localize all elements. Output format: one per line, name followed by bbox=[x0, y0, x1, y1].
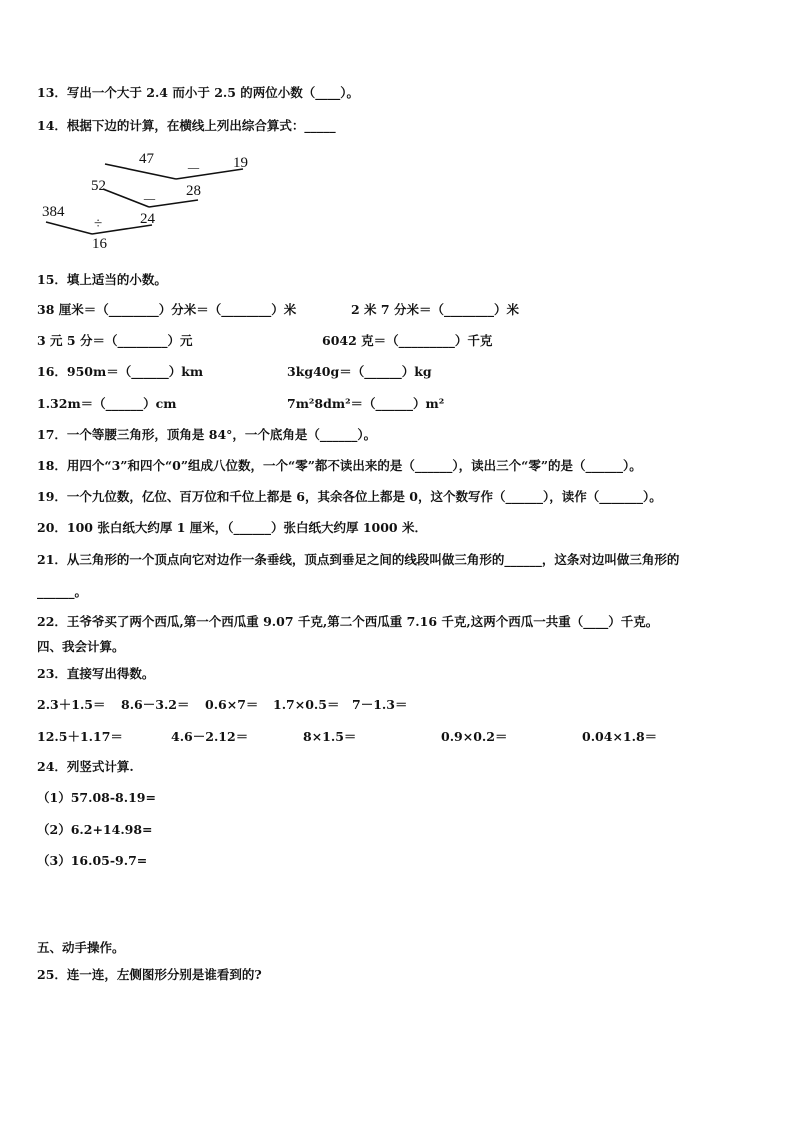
question-16-d: 7m²8dm²＝（______）m² bbox=[287, 396, 445, 411]
diagram-operator: ÷ bbox=[94, 216, 103, 232]
question-15-row1-left: 38 厘米＝（________）分米＝（________）米 bbox=[37, 302, 297, 317]
question-21-line1: 21．从三角形的一个顶点向它对边作一条垂线，顶点到垂足之间的线段叫做三角形的______，这条对边叫做三角形的 bbox=[37, 552, 680, 567]
diagram-number: 52 bbox=[91, 178, 106, 194]
question-24-item-2: （2）6.2+14.98= bbox=[37, 822, 153, 837]
diagram-number: 47 bbox=[139, 151, 154, 167]
question-24: 24．列竖式计算. bbox=[37, 759, 134, 774]
calc-item: 7－1.3＝ bbox=[352, 697, 408, 712]
question-16-b: 3kg40g＝（______）kg bbox=[287, 364, 432, 379]
calc-item: 1.7×0.5＝ bbox=[273, 697, 340, 712]
question-23: 23．直接写出得数。 bbox=[37, 666, 155, 681]
question-16-c: 1.32m＝（______）cm bbox=[37, 396, 177, 411]
calc-item: 0.9×0.2＝ bbox=[441, 729, 508, 744]
question-25: 25．连一连，左侧图形分别是谁看到的? bbox=[37, 967, 262, 982]
question-15: 15．填上适当的小数。 bbox=[37, 272, 167, 287]
question-13: 13．写出一个大于 2.4 而小于 2.5 的两位小数（____）。 bbox=[37, 85, 360, 100]
question-21-line2: ______。 bbox=[37, 584, 88, 599]
calc-item: 2.3＋1.5＝ bbox=[37, 697, 106, 712]
question-24-item-3: （3）16.05-9.7= bbox=[37, 853, 148, 868]
question-24-item-1: （1）57.08-8.19= bbox=[37, 790, 156, 805]
section-4-heading: 四、我会计算。 bbox=[37, 639, 125, 654]
diagram-operator: － bbox=[186, 162, 202, 178]
calc-item: 0.04×1.8＝ bbox=[582, 729, 658, 744]
diagram-number: 28 bbox=[186, 183, 201, 199]
question-16-a: 16．950m＝（______）km bbox=[37, 364, 204, 379]
question-18: 18．用四个“3”和四个“0”组成八位数，一个“零”都不读出来的是（______），读出三个“零”的是（______）。 bbox=[37, 458, 642, 473]
question-15-row2-left: 3 元 5 分＝（________）元 bbox=[37, 333, 193, 348]
diagram-number: 16 bbox=[92, 236, 107, 252]
question-15-row2-right: 6042 克＝（_________）千克 bbox=[322, 333, 493, 348]
diagram-operator: － bbox=[142, 193, 158, 209]
question-15-row1-right: 2 米 7 分米＝（________）米 bbox=[351, 302, 519, 317]
diagram-number: 19 bbox=[233, 155, 248, 171]
question-14: 14．根据下边的计算，在横线上列出综合算式：_____ bbox=[37, 118, 336, 133]
calc-item: 12.5＋1.17＝ bbox=[37, 729, 123, 744]
calculation-diagram bbox=[36, 144, 266, 254]
diagram-number: 384 bbox=[42, 204, 65, 220]
calc-item: 8×1.5＝ bbox=[303, 729, 357, 744]
calc-item: 0.6×7＝ bbox=[205, 697, 259, 712]
calc-item: 4.6－2.12＝ bbox=[171, 729, 249, 744]
question-20: 20．100 张白纸大约厚 1 厘米，（______）张白纸大约厚 1000 米． bbox=[37, 520, 427, 535]
diagram-line bbox=[46, 222, 92, 234]
section-5-heading: 五、动手操作。 bbox=[37, 940, 125, 955]
question-22: 22．王爷爷买了两个西瓜,第一个西瓜重 9.07 千克,第二个西瓜重 7.16 千克,这两个西瓜一共重（____）千克。 bbox=[37, 614, 659, 629]
diagram-number: 24 bbox=[140, 211, 155, 227]
question-19: 19．一个九位数，亿位、百万位和千位上都是 6，其余各位上都是 0，这个数写作（______），读作（_______）。 bbox=[37, 489, 662, 504]
question-17: 17．一个等腰三角形，顶角是 84°，一个底角是（______）。 bbox=[37, 427, 377, 442]
calc-item: 8.6－3.2＝ bbox=[121, 697, 190, 712]
